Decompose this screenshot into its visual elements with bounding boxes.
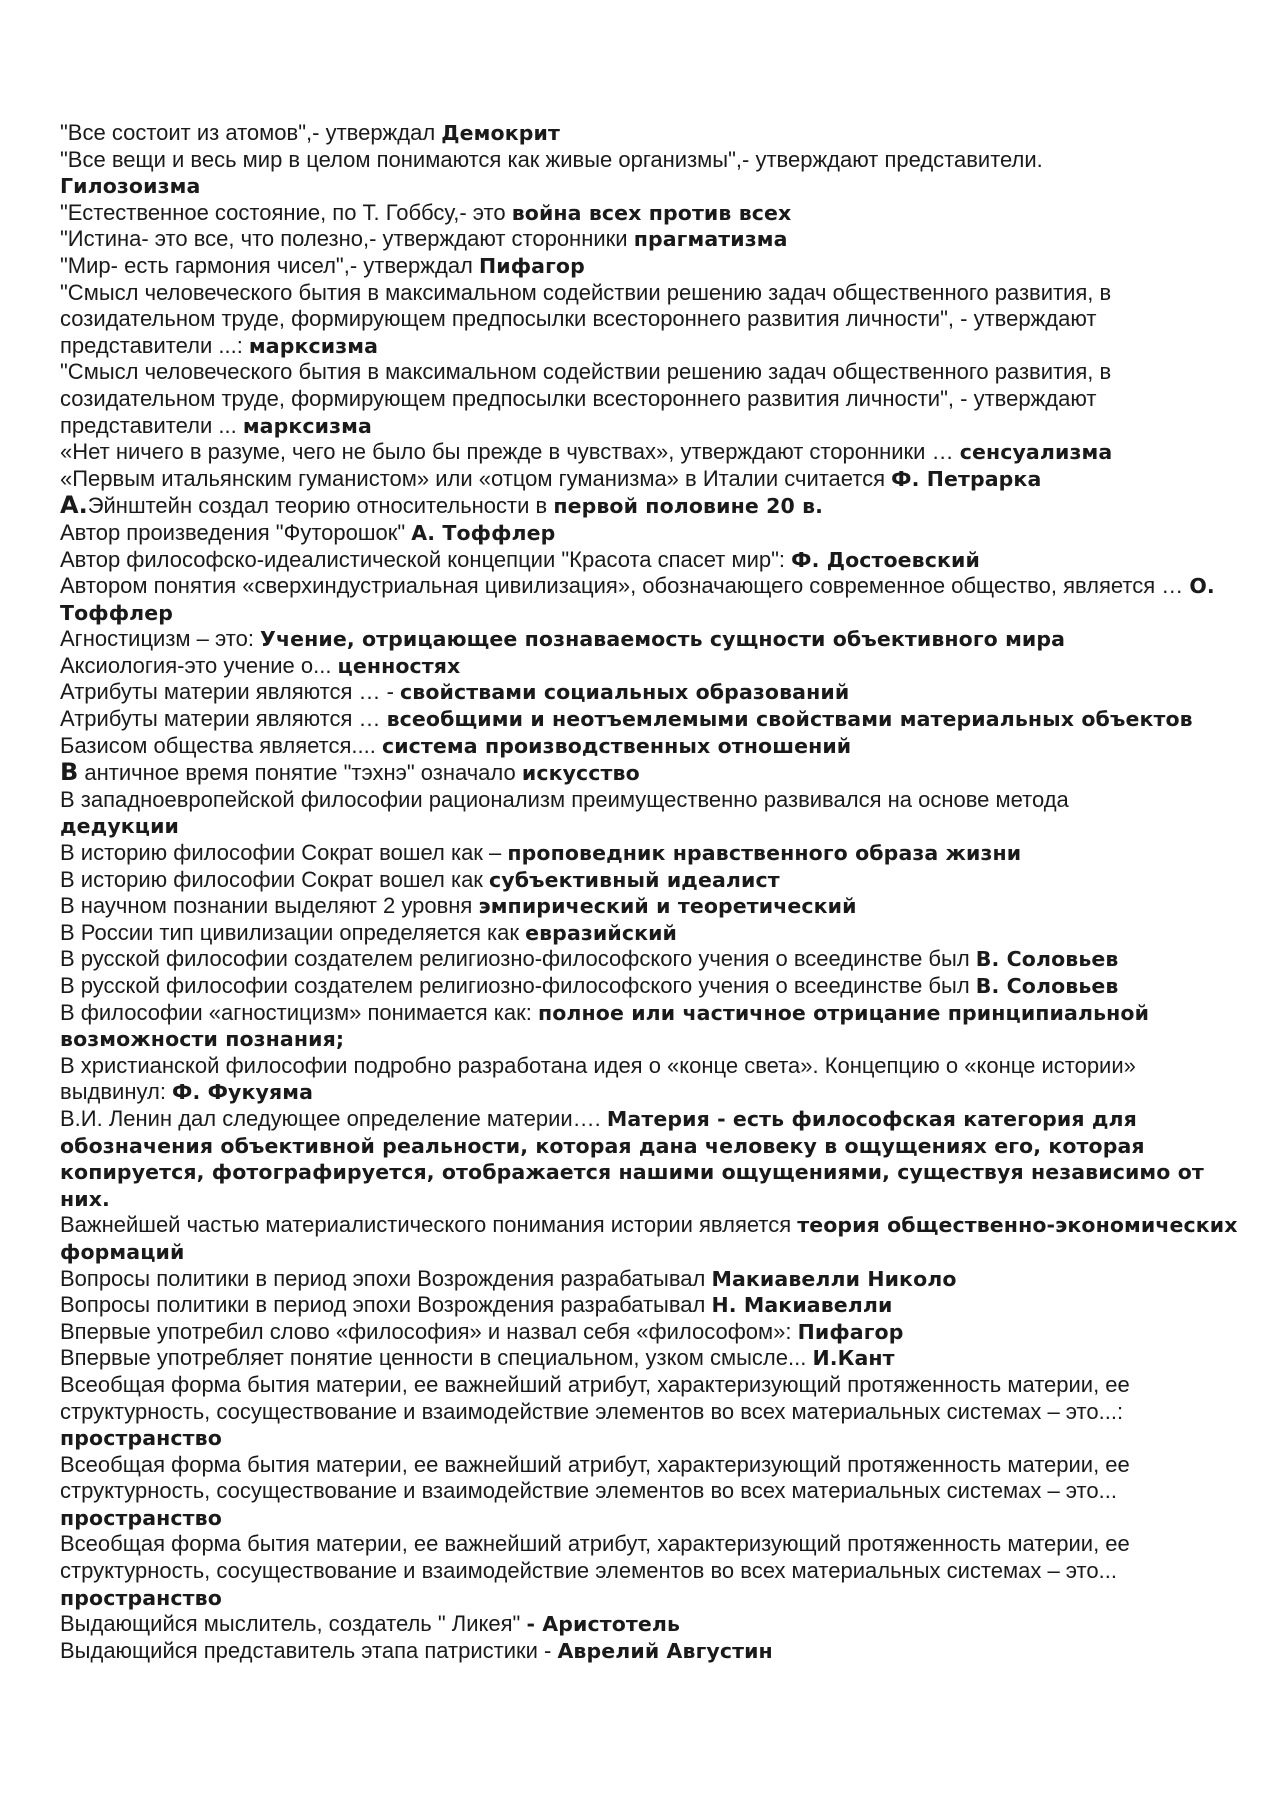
entry-2 [60, 147, 1240, 200]
answer-text: теория общественно-экономических формаций [60, 1213, 1238, 1264]
question-text: Вопросы политики в период эпохи Возрождения разрабатывал [60, 1292, 712, 1318]
answer-text: Аврелий Августин [557, 1638, 773, 1663]
answer-text: В. Соловьев [975, 947, 1119, 972]
entry-35 [60, 1372, 1240, 1452]
question-text: «Нет ничего в разуме, чего не было бы прежде в чувствах», утверждают сторонники … [60, 439, 960, 465]
entry-22 [60, 867, 1240, 894]
entry-31 [60, 1266, 1240, 1293]
answer-text: Учение, отрицающее познаваемость сущности объективного мира [260, 627, 1066, 652]
answer-text: всеобщими и неотъемлемыми свойствами материальных объектов [386, 707, 1193, 732]
question-text: "Естественное состояние, по Т. Гоббсу,- это [60, 199, 512, 225]
answer-text: А. Тоффлер [411, 520, 556, 545]
question-text: В России тип цивилизации определяется как [60, 919, 526, 945]
answer-text: Гилозоизма [60, 174, 201, 199]
answer-text: свойствами социальных образований [400, 680, 850, 705]
question-text: "Все состоит из атомов",- утверждал [60, 120, 442, 145]
entry-21 [60, 840, 1240, 867]
entry-13 [60, 573, 1240, 626]
entry-11 [60, 520, 1240, 547]
answer-text: Пифагор [797, 1319, 904, 1344]
question-text: Аксиология-это учение о... [60, 652, 338, 678]
question-text: Впервые употребляет понятие ценности в специальном, узком смысле... [60, 1345, 813, 1371]
answer-text: И.Кант [812, 1346, 895, 1371]
question-text: Атрибуты материи являются … - [60, 679, 401, 705]
answer-text: пространство [60, 1426, 222, 1451]
entry-7 [60, 359, 1240, 439]
answer-text: О. Тоффлер [60, 574, 1215, 625]
question-text: "Смысл человеческого бытия в максимальном содействии решению задач общественного развития, в созидательном труде, формирующем предпосылки всестороннего развития личности", - утверждают представители ... [60, 359, 1112, 438]
entry-20 [60, 787, 1240, 840]
answer-text: Пифагор [479, 253, 585, 278]
entry-8 [60, 439, 1240, 466]
question-text: Всеобщая форма бытия материи, ее важнейший атрибут, характеризующий протяженность материи, ее структурность, сосуществование и взаимодействие элементов во всех материальных системах – это... [60, 1451, 1130, 1504]
entry-10 [60, 492, 1240, 520]
entry-26 [60, 973, 1240, 1000]
question-text: Всеобщая форма бытия материи, ее важнейший атрибут, характеризующий протяженность материи, ее структурность, сосуществование и взаимодействие элементов во всех материальных системах – это...: [60, 1371, 1130, 1424]
question-text: античное время понятие "тэхнэ" означало [78, 760, 522, 786]
entry-28 [60, 1053, 1240, 1106]
entry-14 [60, 626, 1240, 653]
question-text: «Первым итальянским гуманистом» или «отцом гуманизма» в Италии считается [60, 465, 892, 491]
answer-text: Макиавелли Николо [711, 1266, 957, 1291]
entry-32 [60, 1292, 1240, 1319]
question-text: В философии «агностицизм» понимается как: [60, 999, 538, 1025]
question-text: Агностицизм – это: [60, 626, 261, 652]
question-text: В научном познании выделяют 2 уровня [60, 893, 479, 919]
answer-text: сенсуализма [959, 440, 1113, 465]
answer-text: эмпирический и теоретический [478, 894, 857, 919]
answer-text: пространство [60, 1585, 222, 1610]
entry-16 [60, 679, 1240, 706]
entry-27 [60, 1000, 1240, 1053]
answer-text: марксизма [248, 333, 379, 358]
answer-text: война всех против всех [511, 200, 792, 225]
entry-24 [60, 920, 1240, 947]
answer-text: система производственных отношений [381, 733, 852, 758]
answer-text: Ф. Фукуяма [172, 1080, 314, 1105]
question-text: Впервые употребил слово «философия» и назвал себя «философом»: [60, 1318, 798, 1344]
answer-text: Ф. Петрарка [891, 466, 1042, 491]
answer-text: В. Соловьев [975, 974, 1119, 998]
question-text: В русской философии создателем религиозно-философского учения о всеединстве был [60, 946, 976, 972]
question-text: "Мир- есть гармония чисел",- утверждал [60, 252, 479, 278]
question-text: "Истина- это все, что полезно,- утверждают сторонники [60, 226, 634, 252]
question-text: "Смысл человеческого бытия в максимальном содействии решению задач общественного развития, в созидательном труде, формирующем предпосылки всестороннего развития личности", - утверждают представители ...: [60, 279, 1112, 358]
entry-23 [60, 893, 1240, 920]
entry-19 [60, 759, 1240, 787]
question-text: Автор произведения "Футорошок" [60, 519, 412, 545]
answer-text: прагматизма [633, 227, 788, 252]
entry-17 [60, 706, 1240, 733]
answer-text: субъективный идеалист [489, 867, 780, 892]
answer-text: полное или частичное отрицание принципиальной возможности познания; [60, 1000, 1150, 1052]
entry-5 [60, 253, 1240, 280]
answer-text: Ф. Достоевский [791, 547, 980, 572]
answer-text: Демокрит [441, 121, 560, 145]
entry-36 [60, 1452, 1240, 1532]
lead-letter: А. [60, 491, 88, 520]
question-text: В русской философии создателем религиозно-философского учения о всеединстве был [60, 973, 976, 998]
question-text: В историю философии Сократ вошел как [60, 866, 490, 892]
question-text: В христианской философии подробно разработана идея о «конце света». Концепцию о «конце истории» выдвинул: [60, 1052, 1136, 1105]
question-text: Выдающийся мыслитель, создатель " Ликея" [60, 1611, 527, 1637]
answer-text: евразийский [525, 920, 678, 945]
lead-letter: В [60, 758, 79, 787]
document-page [60, 120, 1240, 1664]
entry-3 [60, 200, 1240, 227]
answer-text: первой половине 20 в. [553, 494, 824, 519]
answer-text: проповедник нравственного образа жизни [507, 841, 1022, 866]
answer-text: - Аристотель [526, 1612, 681, 1637]
answer-text: пространство [60, 1505, 222, 1530]
question-text: Автором понятия «сверхиндустриальная цивилизация», обозначающего современное общество, является … [60, 573, 1190, 599]
entry-15 [60, 653, 1240, 680]
question-text: "Все вещи и весь мир в целом понимаются как живые организмы",- утверждают представители. [60, 146, 1043, 172]
question-text: Базисом общества является.... [60, 732, 382, 758]
entry-39 [60, 1638, 1240, 1665]
entry-38 [60, 1611, 1240, 1638]
answer-text: Материя - есть философская категория для обозначения объективной реальности, которая дана человеку в ощущениях его, которая копируется, фотографируется, отображается нашими ощущениями, существуя независимо от них. [60, 1106, 1204, 1211]
question-text: В западноевропейской философии рационализм преимущественно развивался на основе метода [60, 786, 1069, 812]
entry-25 [60, 946, 1240, 973]
question-text: Автор философско-идеалистической концепции "Красота спасет мир": [60, 546, 792, 572]
entry-30 [60, 1212, 1240, 1265]
question-text: Вопросы политики в период эпохи Возрождения разрабатывал [60, 1265, 712, 1291]
entry-37 [60, 1531, 1240, 1611]
question-text: Всеобщая форма бытия материи, ее важнейший атрибут, характеризующий протяженность материи, ее структурность, сосуществование и взаимодействие элементов во всех материальных системах – это... [60, 1531, 1130, 1584]
answer-text: марксизма [242, 413, 372, 438]
question-text: В историю философии Сократ вошел как – [60, 840, 508, 866]
entry-33 [60, 1319, 1240, 1346]
question-text: Выдающийся представитель этапа патристики - [60, 1637, 558, 1663]
entry-29 [60, 1106, 1240, 1212]
answer-text: ценностях [337, 653, 461, 678]
entry-1 [60, 120, 1240, 147]
entry-4 [60, 226, 1240, 253]
question-text: Важнейшей частью материалистического понимания истории является [60, 1212, 798, 1238]
question-text: Эйнштейн создал теорию относительности в [87, 493, 554, 519]
entry-18 [60, 733, 1240, 760]
entry-12 [60, 547, 1240, 574]
answer-text: искусство [521, 761, 640, 786]
question-text: Атрибуты материи являются … [60, 706, 387, 732]
entry-34 [60, 1345, 1240, 1372]
entry-9 [60, 466, 1240, 493]
question-text: В.И. Ленин дал следующее определение материи…. [60, 1105, 607, 1131]
entry-6 [60, 280, 1240, 360]
answer-text: дедукции [60, 814, 180, 839]
answer-text: Н. Макиавелли [711, 1293, 893, 1318]
